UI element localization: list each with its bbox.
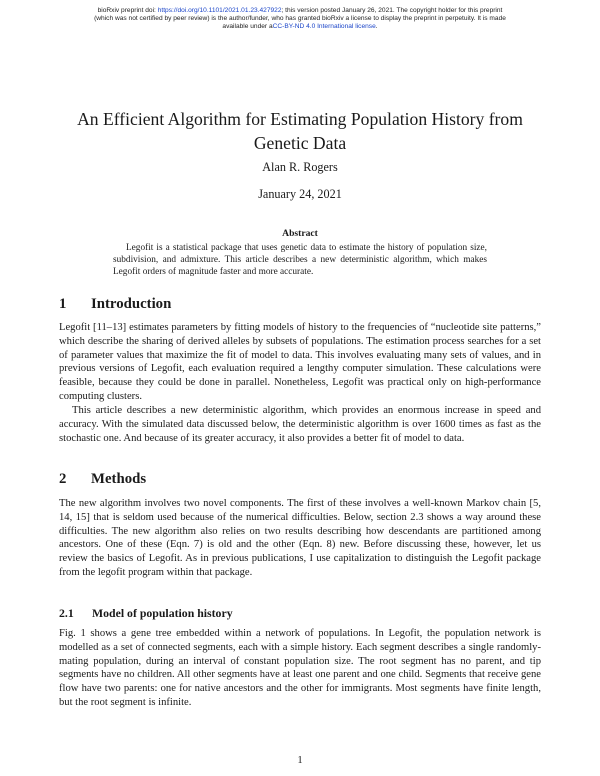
author-name: Alan R. Rogers [262, 160, 338, 174]
preprint-line-3: available under aCC-BY-ND 4.0 International license. [222, 23, 378, 31]
publication-date: January 24, 2021 [258, 187, 342, 201]
model-paragraph-1: Fig. 1 shows a gene tree embedded within a network of populations. In Legofit, the population network is modelled as a set of connected segments, each with a simple history. Each segment describes a single randomly-mating population, during an interval of constant population size. The root segment has no parent, and tip segments have no children. All other segments have at least one parent and one child. Segments that receive gene flow have two parents: one for native ancestors and the other for immigrants. Most segments have finite length, but the root segment is infinite. [59, 628, 541, 708]
abstract-heading: Abstract [282, 228, 318, 239]
preprint-line-1: bioRxiv preprint doi: https://doi.org/10.1101/2021.01.23.427922; this version posted January 26, 2021. The copyright holder for this preprint [97, 7, 503, 14]
subsection-heading-model: 2.1 Model of population history [59, 606, 233, 620]
page-number: 1 [297, 755, 303, 766]
license-link[interactable]: CC-BY-ND 4.0 International license [272, 23, 376, 31]
section-heading-introduction: 1 Introduction [59, 296, 172, 312]
intro-paragraph-1: Legofit [11–13] estimates parameters by fitting models of history to the frequencies of “nucleotide site patterns,” which describe the sharing of derived alleles by subsets of populations. The estimation process searches for a set of parameter values that maximize the fit of model to data. This involves evaluating many sets of values, and in previous versions of Legofit, each evaluation required a lengthy computer simulation. These calculations were feasible, because they could be done in parallel. Nonetheless, Legofit was practical only on high-performance computing clusters. [59, 322, 541, 402]
section-heading-methods: 2 Methods [59, 471, 147, 487]
intro-paragraph-2: This article describes a new deterministic algorithm, which provides an enormous increase in speed and accuracy. With the simulated data discussed below, the deterministic algorithm is over 1600 times as fast as the stochastic one. And because of its greater accuracy, it also provides a better fit of model to data. [59, 405, 541, 444]
abstract-text: Legofit is a statistical package that uses genetic data to estimate the history of population size, subdivision, and admixture. This article describes a new deterministic algorithm, which makes Legofit orders of magnitude faster and more accurate. [113, 243, 487, 278]
preprint-line-2: (which was not certified by peer review) is the author/funder, who has granted bioRxiv a license to display the preprint in perpetuity. It is made [94, 15, 506, 23]
preprint-notice [0, 7, 600, 32]
paper-title: An Efficient Algorithm for Estimating Population History from Genetic Data [77, 109, 523, 153]
doi-link[interactable]: https://doi.org/10.1101/2021.01.23.427922 [157, 7, 282, 14]
methods-paragraph-1: The new algorithm involves two novel components. The first of these involves a well-known Markov chain [5, 14, 15] that is seldom used because of the numerical difficulties. Below, section 2.3 shows a way around these difficulties. The new algorithm also relies on two results describing how descendants are partitioned among ancestors. One of these (Eqn. 7) is old and the other (Eqn. 8) new. Before discussing these, however, let us review the basics of Legofit. As in previous publications, I use capitalization to distinguish the Legofit package from the legofit program within that package. [59, 498, 541, 578]
